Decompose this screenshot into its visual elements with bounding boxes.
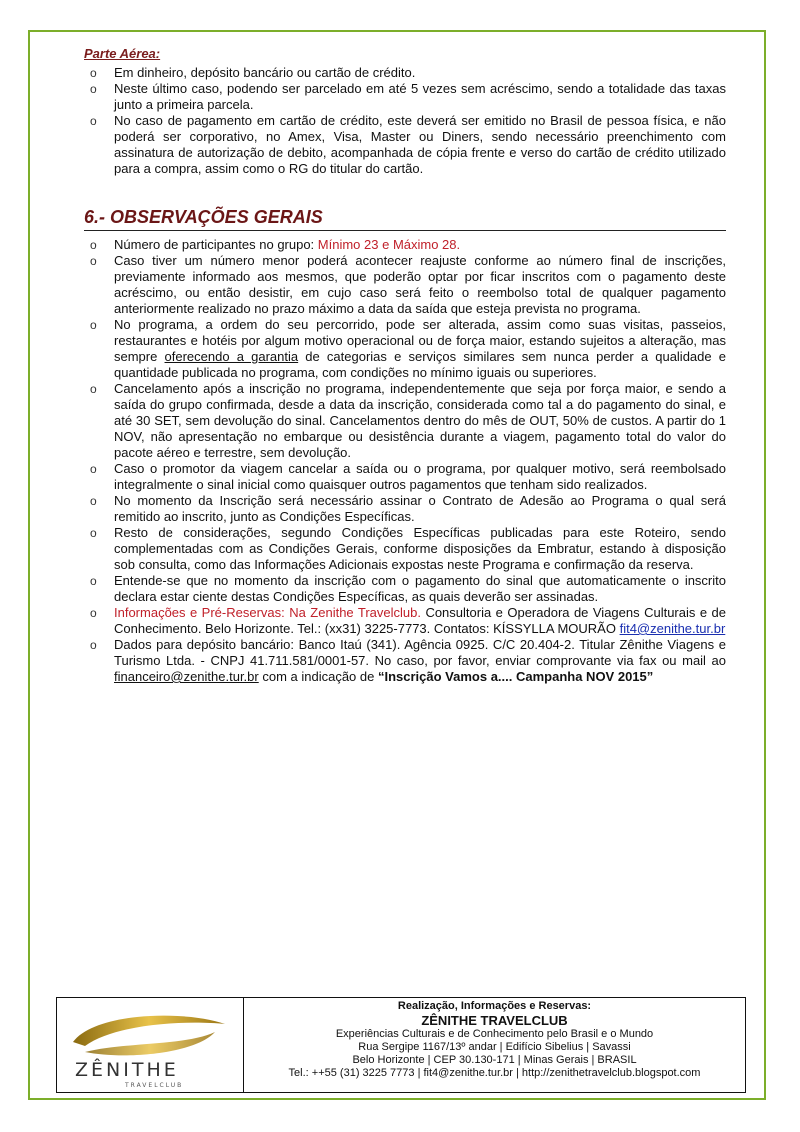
bullet-icon: o	[90, 494, 97, 508]
list-item: o Caso tiver um número menor poderá acontecer reajuste conforme ao número final de inscrições, previamente informado aos mesmos, que poderão optar por ficar inscritos com o pagamento deste acréscimo, ou então desistir, em cujo caso será feito o reembolso total de qualquer pagamento anteriormente realizado no prazo máximo a data da saída que esteja prevista no programa.	[90, 253, 726, 316]
participants-range: Mínimo 23 e Máximo 28.	[317, 237, 461, 252]
contact-email-link[interactable]: fit4@zenithe.tur.br	[619, 621, 726, 636]
bullet-icon: o	[90, 638, 97, 652]
bullet-icon: o	[90, 574, 97, 588]
logo-word: ZÊNITHE	[75, 1059, 179, 1081]
footer-contact-line: Tel.: ++55 (31) 3225 7773 | fit4@zenithe.tur.br | http://zenithetravelclub.blogspot.com	[288, 1067, 701, 1079]
info-reservations-label: Informações e Pré-Reservas: Na Zenithe Travelclub.	[114, 605, 421, 620]
list-item: o No momento da Inscrição será necessário assinar o Contrato de Adesão ao Programa o qual será remitido ao inscrito, junto as Condições Específicas.	[90, 493, 726, 524]
bullet-icon: o	[90, 82, 97, 96]
list-item: o Dados para depósito bancário: Banco Itaú (341). Agência 0925. C/C 20.404-2. Titular Zênithe Viagens e Turismo Ltda. - CNPJ 41.711.581/0001-57. No caso, por favor, enviar comprovante via fax ou mail ao financeiro@zenithe.tur.br com a indicação de “Inscrição Vamos a.... Campanha NOV 2015”	[90, 637, 726, 684]
campaign-reference: “Inscrição Vamos a.... Campanha NOV 2015”	[377, 669, 654, 684]
footer-box	[56, 997, 746, 1093]
air-part-heading: Parte Aérea:	[84, 46, 161, 61]
list-item: o Entende-se que no momento da inscrição com o pagamento do sinal que automaticamente o inscrito declara estar ciente destas Condições Específicas, as quais deverão ser assinadas.	[90, 573, 726, 604]
footer-info	[244, 998, 745, 1092]
bullet-icon: o	[90, 66, 97, 80]
guarantee-text: oferecendo a garantia	[164, 349, 299, 364]
footer-line: Realização, Informações e Reservas:	[397, 1000, 592, 1012]
zenithe-swoosh-icon	[65, 1002, 235, 1090]
list-item: o Caso o promotor da viagem cancelar a saída ou o programa, por qualquer motivo, será reembolsado integralmente o sinal inicial como quaisquer outros pagamentos que tenham sido realizados.	[90, 461, 726, 492]
bullet-icon: o	[90, 526, 97, 540]
list-item: o Em dinheiro, depósito bancário ou cartão de crédito.	[90, 65, 416, 80]
list-item: o Informações e Pré-Reservas: Na Zenithe Travelclub. Consultoria e Operadora de Viagens Culturais e de Conhecimento. Belo Horizonte. Tel.: (xx31) 3225-7773. Contatos: KÍSSYLLA MOURÃO fit4@zenithe.tur.br	[90, 605, 726, 636]
bullet-icon: o	[90, 114, 97, 128]
footer-line: Rua Sergipe 1167/13º andar | Edifício Sibelius | Savassi	[358, 1041, 631, 1053]
section-heading: 6.- OBSERVAÇÕES GERAIS	[84, 207, 726, 231]
logo-subword: TRAVELCLUB	[125, 1082, 184, 1089]
list-item: o No programa, a ordem do seu percorrido, pode ser alterada, assim como suas visitas, passeios, restaurantes e hotéis por algum motivo operacional ou de força maior, estando sujeitos a alteração, mas sempre oferecendo a garantia de categorias e serviços similares sem nunca perder a qualidade e quantidade publicada no programa, com condições no mínimo iguais ou superiores.	[90, 317, 727, 380]
zenithe-logo	[57, 998, 244, 1092]
list-item: o Neste último caso, podendo ser parcelado em até 5 vezes sem acréscimo, sendo a totalidade das taxas junto a primeira parcela.	[90, 81, 726, 112]
finance-email-link[interactable]: financeiro@zenithe.tur.br	[114, 669, 259, 684]
list-item: o Resto de considerações, segundo Condições Específicas publicadas para este Roteiro, sendo complementadas com as Condições Gerais, conforme disposições da Embratur, estando à disposição sob consulta, como das Informações Adicionais expostas neste Programa e confirmação da reserva.	[90, 525, 726, 572]
list-item: o No caso de pagamento em cartão de crédito, este deverá ser emitido no Brasil de pessoa física, e não poderá ser corporativo, no Amex, Visa, Master ou Diners, sendo necessário preenchimento com assinatura de autorização de debito, acompanhada de cópia frente e verso do cartão de crédito utilizado para a compra, assim como o RG do titular do cartão.	[90, 113, 726, 176]
air-part-list	[84, 65, 726, 177]
bullet-icon: o	[90, 318, 97, 332]
list-item: o Número de participantes no grupo: Mínimo 23 e Máximo 28.	[90, 237, 461, 252]
bullet-icon: o	[90, 462, 97, 476]
bullet-icon: o	[90, 382, 97, 396]
footer-line: Experiências Culturais e de Conhecimento pelo Brasil e o Mundo	[335, 1028, 654, 1040]
footer-company-name: ZÊNITHE TRAVELCLUB	[421, 1013, 568, 1028]
footer-line: Belo Horizonte | CEP 30.130-171 | Minas Gerais | BRASIL	[352, 1054, 637, 1066]
list-item: o Cancelamento após a inscrição no programa, independentemente que seja por força maior, e sendo a saída do grupo confirmada, desde a data da inscrição, considerada como tal a do pagamento do sinal, e até 30 SET, sem devolução do sinal. Cancelamentos dentro do mês de OUT, 50% de custos. A partir do 1 NOV, não apresentação no embarque ou desistência durante a viagem, pagamento total do valor do pacote aéreo e terrestre, sem devolução.	[90, 381, 726, 460]
bullet-icon: o	[90, 606, 97, 620]
bullet-icon: o	[90, 254, 97, 268]
bullet-icon: o	[90, 238, 97, 252]
observations-list	[84, 237, 726, 685]
document-body	[84, 40, 726, 685]
